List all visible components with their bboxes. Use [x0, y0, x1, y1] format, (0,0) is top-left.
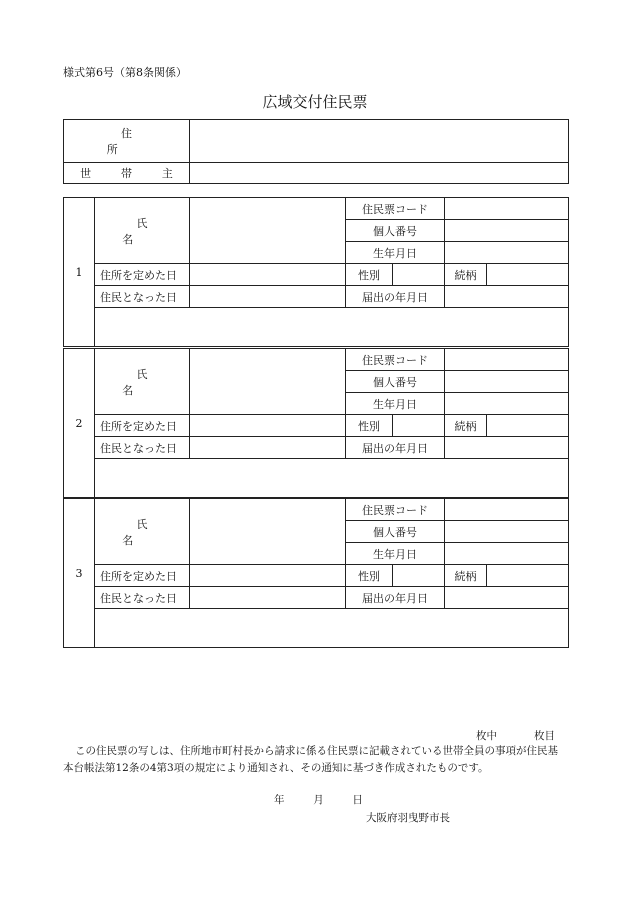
address-date-label: 住所を定めた日: [95, 565, 190, 587]
birth-date-label: 生年月日: [346, 242, 445, 264]
individual-number-label: 個人番号: [346, 371, 445, 393]
day-label: 日: [352, 794, 363, 806]
resident-code-label: 住民票コード: [346, 198, 445, 220]
sex-label: 性別: [346, 565, 393, 587]
relation-field[interactable]: [487, 264, 569, 286]
resident-entry-1: [63, 197, 569, 347]
relation-label: 続柄: [445, 415, 487, 437]
resident-date-field[interactable]: [190, 587, 346, 609]
notification-date-field[interactable]: [445, 286, 569, 308]
resident-date-label: 住民となった日: [95, 286, 190, 308]
notification-date-label: 届出の年月日: [346, 587, 445, 609]
address-date-field[interactable]: [190, 415, 346, 437]
sex-label: 性別: [346, 415, 393, 437]
address-label: 住 所: [64, 120, 190, 163]
address-date-field[interactable]: [190, 565, 346, 587]
name-field[interactable]: [190, 349, 346, 415]
birth-date-label: 生年月日: [346, 543, 445, 565]
relation-label: 続柄: [445, 565, 487, 587]
sheet-number-label: 枚目: [534, 730, 555, 742]
sex-label: 性別: [346, 264, 393, 286]
resident-date-field[interactable]: [190, 286, 346, 308]
birth-date-field[interactable]: [445, 393, 569, 415]
name-label: 氏 名: [95, 349, 190, 415]
name-label: 氏 名: [95, 198, 190, 264]
notification-date-label: 届出の年月日: [346, 437, 445, 459]
form-number: 様式第6号（第8条関係）: [63, 66, 187, 79]
remarks-field[interactable]: [95, 609, 569, 648]
birth-date-field[interactable]: [445, 242, 569, 264]
sex-field[interactable]: [393, 565, 445, 587]
resident-entry-2: [63, 348, 569, 498]
resident-code-field[interactable]: [445, 499, 569, 521]
year-label: 年: [274, 794, 285, 806]
individual-number-label: 個人番号: [346, 220, 445, 242]
notification-date-field[interactable]: [445, 437, 569, 459]
entry-number: 2: [64, 349, 95, 498]
address-date-label: 住所を定めた日: [95, 415, 190, 437]
sex-field[interactable]: [393, 264, 445, 286]
resident-code-field[interactable]: [445, 198, 569, 220]
resident-date-label: 住民となった日: [95, 437, 190, 459]
resident-code-label: 住民票コード: [346, 349, 445, 371]
name-label: 氏 名: [95, 499, 190, 565]
notification-date-label: 届出の年月日: [346, 286, 445, 308]
remarks-field[interactable]: [95, 308, 569, 347]
sheet-count-label: 枚中: [476, 730, 497, 742]
relation-label: 続柄: [445, 264, 487, 286]
birth-date-label: 生年月日: [346, 393, 445, 415]
resident-code-label: 住民票コード: [346, 499, 445, 521]
document-title: 広域交付住民票: [262, 93, 368, 111]
household-head-field[interactable]: [190, 163, 569, 184]
month-label: 月: [313, 794, 324, 806]
certification-note: この住民票の写しは、住所地市町村長から請求に係る住民票に記載されている世帯全員の事項が住民基本台帳法第12条の4第3項の規定により通知され、その通知に基づき作成されたものです。: [63, 745, 558, 774]
entry-number: 3: [64, 499, 95, 648]
resident-entry-3: [63, 498, 569, 648]
address-field[interactable]: [190, 120, 569, 163]
relation-field[interactable]: [487, 565, 569, 587]
resident-date-label: 住民となった日: [95, 587, 190, 609]
name-field[interactable]: [190, 499, 346, 565]
name-field[interactable]: [190, 198, 346, 264]
individual-number-label: 個人番号: [346, 521, 445, 543]
sex-field[interactable]: [393, 415, 445, 437]
individual-number-field[interactable]: [445, 220, 569, 242]
relation-field[interactable]: [487, 415, 569, 437]
issue-date: [274, 792, 363, 807]
address-date-label: 住所を定めた日: [95, 264, 190, 286]
notification-date-field[interactable]: [445, 587, 569, 609]
resident-date-field[interactable]: [190, 437, 346, 459]
remarks-field[interactable]: [95, 459, 569, 498]
issuer-name: 大阪府羽曳野市長: [366, 812, 450, 824]
entry-number: 1: [64, 198, 95, 347]
household-table: [63, 119, 569, 184]
address-date-field[interactable]: [190, 264, 346, 286]
resident-code-field[interactable]: [445, 349, 569, 371]
birth-date-field[interactable]: [445, 543, 569, 565]
individual-number-field[interactable]: [445, 371, 569, 393]
individual-number-field[interactable]: [445, 521, 569, 543]
household-head-label: 世 帯 主: [64, 163, 190, 184]
